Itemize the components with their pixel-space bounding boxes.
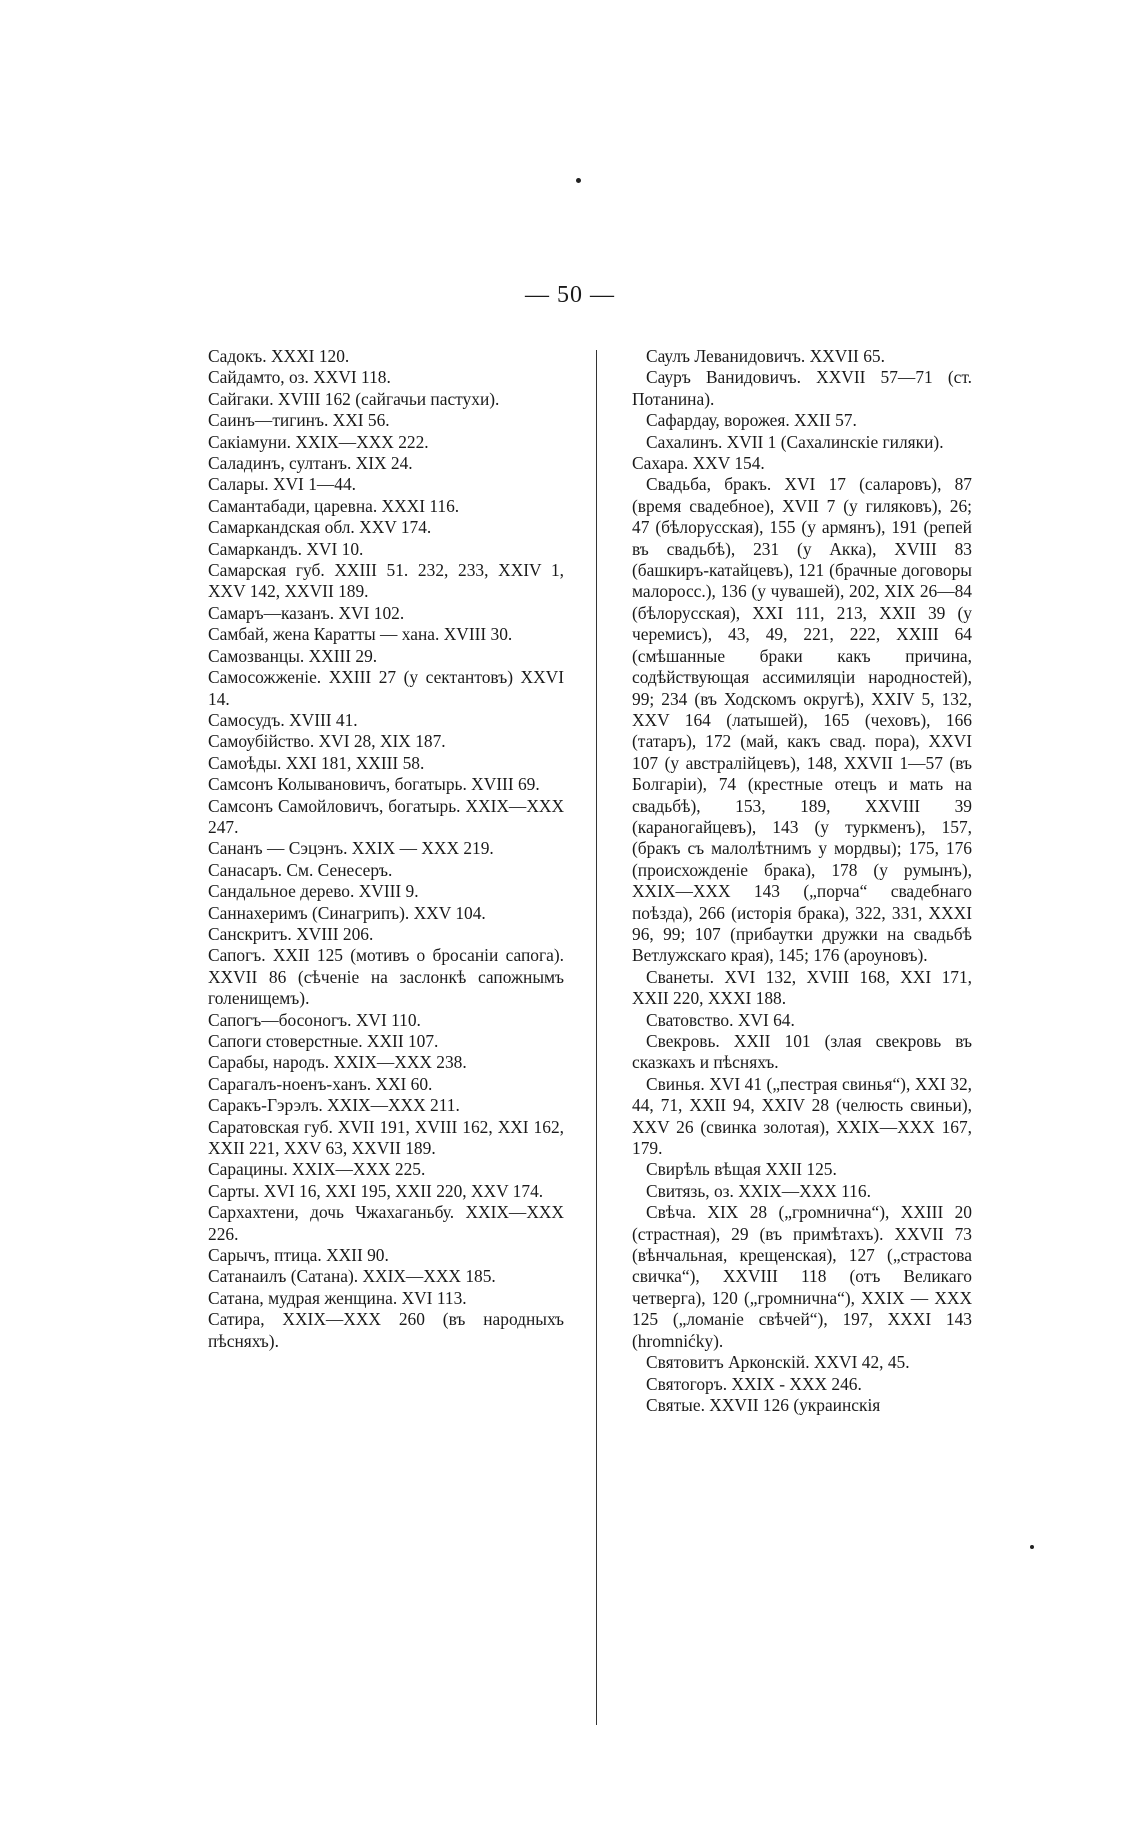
index-entry: Сархахтени, дочь Чжахаганьбу. XXIX—XXX 226. bbox=[208, 1202, 564, 1244]
index-entry: Сарацины. XXIX—XXX 225. bbox=[208, 1159, 426, 1180]
index-entry: Самоубійство. XVI 28, XIX 187. bbox=[208, 731, 446, 752]
index-entry: Саулъ Леванидовичъ. XXVII 65. bbox=[646, 346, 885, 366]
index-entry: Сарты. XVI 16, XXI 195, XXII 220, XXV 174. bbox=[208, 1180, 544, 1201]
index-entry: Сапоги стоверстные. XXII 107. bbox=[208, 1031, 439, 1051]
index-entry: Сахалинъ. XVII 1 (Сахалинскіе гиляки). bbox=[646, 431, 944, 452]
index-entry: Святые. XXVII 126 (украинскія bbox=[646, 1394, 881, 1415]
index-entry: Самсонъ Самойловичъ, богатырь. XXIX—XXX 247. bbox=[208, 795, 564, 837]
index-entry: Санасаръ. См. Сенесеръ. bbox=[208, 859, 393, 880]
index-entry: Сарабы, народъ. XXIX—XXX 238. bbox=[208, 1052, 467, 1073]
index-entry: Сарычъ, птица. XXII 90. bbox=[208, 1245, 389, 1266]
index-entry: Сананъ — Сэцэнъ. XXIX — XXX 219. bbox=[208, 838, 494, 859]
index-entry: Сауръ Ванидовичъ. XXVII 57—71 (ст. Потанина). bbox=[632, 367, 972, 409]
index-entry: Садокъ. XXXI 120. bbox=[208, 346, 350, 366]
index-entry: Самсонъ Колывановичъ, богатырь. XVIII 69. bbox=[208, 774, 540, 795]
index-entry: Сафардау, ворожея. XXII 57. bbox=[646, 410, 857, 431]
index-entry: Сайгаки. XVIII 162 (сайгачьи пастухи). bbox=[208, 388, 500, 409]
index-entry: Сакіамуни. XXIX—XXX 222. bbox=[208, 431, 429, 452]
index-entry: Сватовство. XVI 64. bbox=[646, 1009, 795, 1030]
index-entry: Самаркандская обл. XXV 174. bbox=[208, 517, 432, 538]
right-column bbox=[632, 346, 972, 1416]
index-entry: Сатана, мудрая женщина. XVI 113. bbox=[208, 1287, 467, 1308]
index-entry: Сапогъ. XXII 125 (мотивъ о бросаніи сапога). XXVII 86 (сѣченіе на заслонкѣ сапожнымъ голенищемъ). bbox=[208, 945, 564, 1009]
index-entry: Саладинъ, султанъ. XIX 24. bbox=[208, 453, 413, 474]
index-entry: Саракъ-Гэрэлъ. XXIX—XXX 211. bbox=[208, 1095, 460, 1116]
index-entry: Сахара. XXV 154. bbox=[632, 453, 765, 474]
left-column bbox=[208, 346, 564, 1352]
index-entry: Самантабади, царевна. XXXI 116. bbox=[208, 495, 460, 516]
page-number: — 50 — bbox=[525, 282, 615, 308]
index-entry: Сарагалъ-ноенъ-ханъ. XXI 60. bbox=[208, 1073, 433, 1094]
index-entry: Саннахеримъ (Синагрипъ). XXV 104. bbox=[208, 902, 486, 923]
index-entry: Свекровь. XXII 101 (злая свекровь въ сказкахъ и пѣсняхъ. bbox=[632, 1031, 972, 1073]
index-entry: Сапогъ—босоногъ. XVI 110. bbox=[208, 1009, 421, 1030]
index-entry: Сандальное дерево. XVIII 9. bbox=[208, 881, 419, 902]
index-entry: Святовитъ Арконскій. XXVI 42, 45. bbox=[646, 1352, 910, 1373]
index-entry: Свитязь, оз. XXIX—XXX 116. bbox=[646, 1180, 871, 1201]
index-entry: Святогоръ. XXIX - XXX 246. bbox=[646, 1373, 862, 1394]
index-entry: Свирѣль вѣщая XXII 125. bbox=[646, 1159, 837, 1180]
index-entry: Саинъ—тигинъ. XXI 56. bbox=[208, 410, 390, 431]
index-entry: Салары. XVI 1—44. bbox=[208, 474, 357, 495]
index-entry: Саратовская губ. XVII 191, XVIII 162, XXI 162, XXII 221, XXV 63, XXVII 189. bbox=[208, 1116, 564, 1159]
index-entry: Свѣча. XIX 28 („громнична“), XXIII 20 (страстная), 29 (въ примѣтахъ). XXVII 73 (вѣнчальная, крещенская), 127 („страстова свичка“), XXVIII 118 (отъ Великаго четверга), 120 („громнична“), XXIX — XXX 125 („ломаніе свѣчей“), 197, XXXI 143 (hromnićky). bbox=[632, 1202, 972, 1351]
index-entry: Самоѣды. XXI 181, XXIII 58. bbox=[208, 752, 425, 773]
index-entry: Свадьба, бракъ. XVI 17 (саларовъ), 87 (время свадебное), XVII 7 (у гиляковъ), 26; 47 (бѣлорусская), 155 (у армянъ), 191 (репей въ свадьбѣ), 231 (у Акка), XVIII 83 (башкиръ-катайцевъ), 121 (брачные договоры малоросс.), 136 (у чувашей), 202, XIX 26—84 (бѣлорусская), XXI 111, 213, XXII 39 (у черемисъ), 43, 49, 221, 222, XXIII 64 (смѣшанные браки какъ причина, содѣйствующая ассимиляціи народностей), 99; 234 (въ Ходскомъ округѣ), XXIV 5, 132, XXV 164 (латышей), 165 (чеховъ), 166 (татаръ), 172 (май, какъ свад. пора), XXVI 107 (у австралійцевъ), 148, XXVII 1—57 (въ Болгаріи), 74 (крестные отецъ и мать на свадьбѣ), 153, 189, XXVIII 39 (караногайцевъ), 143 (у туркменъ), 157, (бракъ съ малолѣтнимъ у мордвы); 175, 176 (происхожденіе брака), 178 (у румынъ), XXIX—XXX 143 („порча“ свадебнаго поѣзда), 266 (исторія брака), 322, 331, XXXI 96, 99; 107 (прибаутки дружки на свадьбѣ Ветлужскаго края), 145; 176 (ароуновъ). bbox=[632, 474, 972, 966]
index-entry: Самосожженіе. XXIII 27 (у сектантовъ) XXVI 14. bbox=[208, 667, 564, 709]
page-speck-right bbox=[1030, 1545, 1034, 1549]
index-entry: Самаръ—казанъ. XVI 102. bbox=[208, 602, 405, 623]
index-entry: Самозванцы. XXIII 29. bbox=[208, 645, 378, 666]
index-entry: Самарская губ. XXIII 51. 232, 233, XXIV 1, XXV 142, XXVII 189. bbox=[208, 560, 564, 602]
index-entry: Свинья. XVI 41 („пестрая свинья“), XXI 32, 44, 71, XXII 94, XXIV 28 (челюсть свиньи), XXV 26 (свинка золотая), XXIX—XXX 167, 179. bbox=[632, 1073, 972, 1159]
index-entry: Сатира, XXIX—XXX 260 (въ народныхъ пѣсняхъ). bbox=[208, 1309, 564, 1351]
index-entry: Самосудъ. XVIII 41. bbox=[208, 709, 358, 730]
index-entry: Сайдамто, оз. XXVI 118. bbox=[208, 367, 391, 388]
index-entry: Самбай, жена Каратты — хана. XVIII 30. bbox=[208, 624, 513, 645]
column-divider bbox=[596, 350, 597, 1725]
page-speck-top bbox=[576, 178, 581, 183]
index-entry: Сванеты. XVI 132, XVIII 168, XXI 171, XXII 220, XXXI 188. bbox=[632, 966, 972, 1009]
index-entry: Сатанаилъ (Сатана). XXIX—XXX 185. bbox=[208, 1266, 496, 1287]
index-entry: Самаркандъ. XVI 10. bbox=[208, 538, 364, 559]
index-entry: Санскритъ. XVIII 206. bbox=[208, 923, 374, 944]
